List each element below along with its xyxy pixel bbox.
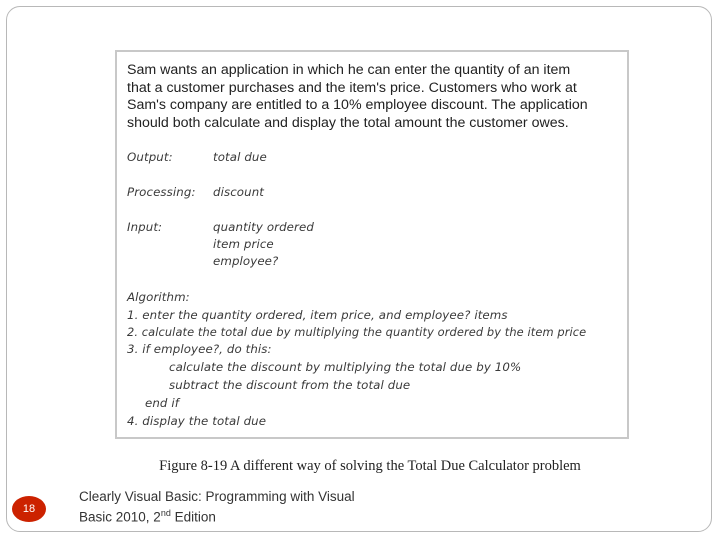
problem-line: that a customer purchases and the item's price. Customers who work at [127,79,577,96]
figure-box [115,50,629,439]
page-number-badge: 18 [12,496,46,522]
algorithm-step: 4. display the total due [127,414,267,428]
input-value: quantity ordered [213,220,314,234]
input-value: employee? [213,254,279,268]
algorithm-step: 2. calculate the total due by multiplying the quantity ordered by the item price [127,325,587,339]
output-label: Output: [127,150,173,164]
algorithm-step: end if [145,396,180,410]
figure-caption: Figure 8-19 A different way of solving the Total Due Calculator problem [159,458,581,474]
footer-text [79,488,355,526]
footer-line-1: Clearly Visual Basic: Programming with Visual [79,489,355,504]
problem-statement [127,62,617,132]
algorithm-step: subtract the discount from the total due [169,378,411,392]
problem-line: Sam's company are entitled to a 10% employee discount. The application [127,97,588,113]
algorithm-step: 3. if employee?, do this: [127,342,272,356]
algorithm-label: Algorithm: [127,290,190,304]
problem-line: Sam wants an application in which he can enter the quantity of an item [127,62,571,78]
problem-line: should both calculate and display the total amount the customer owes. [127,114,569,131]
processing-label: Processing: [127,185,196,199]
footer-line-2-prefix: Basic 2010, 2 [79,509,161,525]
input-value: item price [213,237,274,251]
algorithm-step: 1. enter the quantity ordered, item price, and employee? items [127,308,508,322]
algorithm-step: calculate the discount by multiplying the total due by 10% [169,360,522,374]
footer-line-2 [79,505,355,526]
footer-superscript: nd [160,508,171,518]
input-label: Input: [127,220,163,234]
processing-value: discount [213,185,264,199]
footer-line-2-suffix: Edition [170,509,216,525]
output-value: total due [213,150,267,164]
